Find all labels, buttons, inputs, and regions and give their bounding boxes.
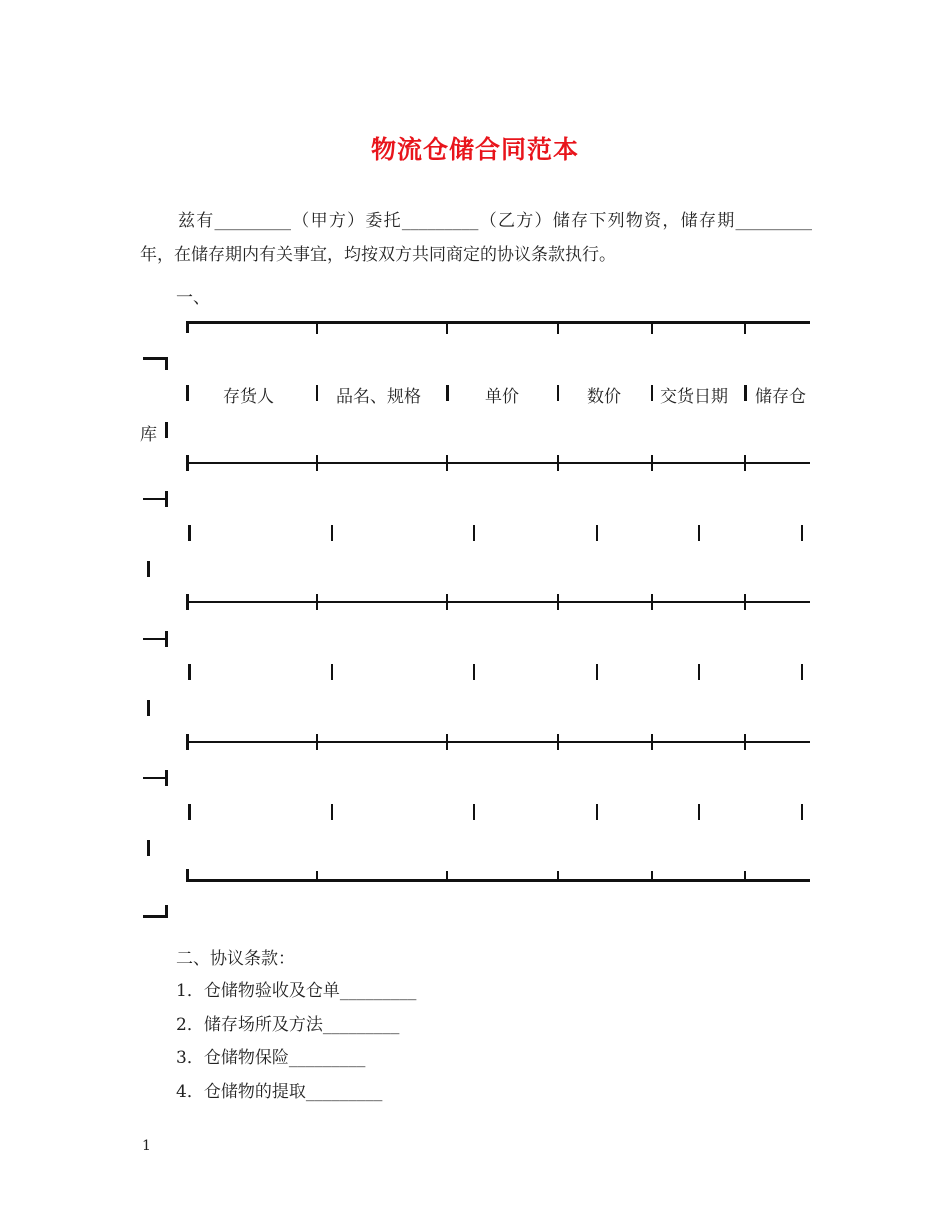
- table-divider: [188, 664, 191, 680]
- table-divider: [473, 804, 475, 820]
- table-divider: [557, 734, 559, 750]
- table-divider: [801, 804, 803, 820]
- table-divider: [316, 734, 318, 750]
- table-divider: [473, 664, 475, 680]
- table-row-rule: [186, 741, 810, 743]
- table-header-wrap: 库: [140, 425, 157, 445]
- table-divider: [186, 734, 189, 750]
- table-divider: [331, 664, 333, 680]
- table-divider: [446, 594, 448, 610]
- clause-item-1: 1．仓储物验收及仓单_________: [176, 981, 417, 1001]
- table-corner-wrap: [165, 905, 168, 918]
- table-divider: [596, 525, 598, 541]
- table-header-unit-price: 单价: [485, 387, 519, 407]
- clause-item-3: 3．仓储物保险_________: [176, 1048, 366, 1068]
- table-header-quantity: 数价: [587, 387, 621, 407]
- table-row-rule: [186, 462, 810, 464]
- table-divider: [186, 385, 189, 401]
- table-tick: [557, 323, 559, 334]
- table-divider: [744, 594, 746, 610]
- intro-paragraph: 兹有_________（甲方）委托_________（乙方）储存下列物资，储存期_________年，在储存期内有关事宜，均按双方共同商定的协议条款执行。: [140, 211, 812, 265]
- table-tick: [446, 323, 448, 334]
- section-heading-1: 一、: [176, 288, 210, 308]
- table-divider: [744, 455, 746, 471]
- table-divider: [557, 594, 559, 610]
- table-divider: [744, 734, 746, 750]
- table-divider: [557, 385, 559, 401]
- table-corner-wrap: [165, 357, 168, 370]
- table-divider: [446, 455, 448, 471]
- table-tick: [744, 871, 746, 882]
- table-divider: [186, 455, 189, 471]
- table-divider: [147, 700, 150, 716]
- document-title: 物流仓储合同范本: [370, 135, 579, 164]
- table-top-rule: [186, 321, 810, 324]
- table-tick: [446, 871, 448, 882]
- table-tick: [744, 323, 746, 334]
- table-divider: [331, 525, 333, 541]
- table-header-warehouse: 储存仓: [755, 387, 806, 407]
- table-divider: [188, 804, 191, 820]
- table-divider: [186, 594, 189, 610]
- table-divider: [557, 455, 559, 471]
- table-divider: [165, 631, 168, 647]
- table-divider: [801, 664, 803, 680]
- clause-item-2: 2．储存场所及方法_________: [176, 1015, 400, 1035]
- table-tick: [651, 323, 653, 334]
- table-divider: [651, 385, 653, 401]
- table-divider: [316, 385, 318, 401]
- table-divider: [165, 770, 168, 786]
- table-divider: [698, 525, 700, 541]
- clause-item-4: 4．仓储物的提取_________: [176, 1082, 383, 1102]
- table-tick: [316, 871, 318, 882]
- table-row-rule: [186, 601, 810, 603]
- table-divider: [651, 455, 653, 471]
- table-divider: [698, 664, 700, 680]
- table-divider: [596, 664, 598, 680]
- table-divider: [147, 840, 150, 856]
- table-divider: [446, 734, 448, 750]
- table-bottom-rule: [186, 879, 810, 882]
- table-divider: [651, 734, 653, 750]
- table-corner: [186, 321, 189, 333]
- table-divider: [188, 525, 191, 541]
- table-divider: [446, 385, 449, 401]
- table-tick: [557, 871, 559, 882]
- table-divider: [473, 525, 475, 541]
- table-header-delivery-date: 交货日期: [660, 387, 728, 407]
- table-corner: [186, 869, 189, 881]
- table-divider: [316, 455, 318, 471]
- table-divider: [331, 804, 333, 820]
- table-divider: [316, 594, 318, 610]
- table-divider: [165, 422, 168, 438]
- table-divider: [698, 804, 700, 820]
- table-divider: [165, 491, 168, 507]
- table-divider: [596, 804, 598, 820]
- table-divider: [147, 561, 150, 577]
- table-header-name-spec: 品名、规格: [336, 387, 421, 407]
- table-divider: [744, 385, 747, 401]
- table-tick: [651, 871, 653, 882]
- table-header-depositor: 存货人: [223, 387, 274, 407]
- table-divider: [651, 594, 653, 610]
- section-heading-2: 二、协议条款：: [176, 949, 295, 969]
- table-tick: [316, 323, 318, 334]
- table-divider: [801, 525, 803, 541]
- page-number: 1: [142, 1138, 151, 1154]
